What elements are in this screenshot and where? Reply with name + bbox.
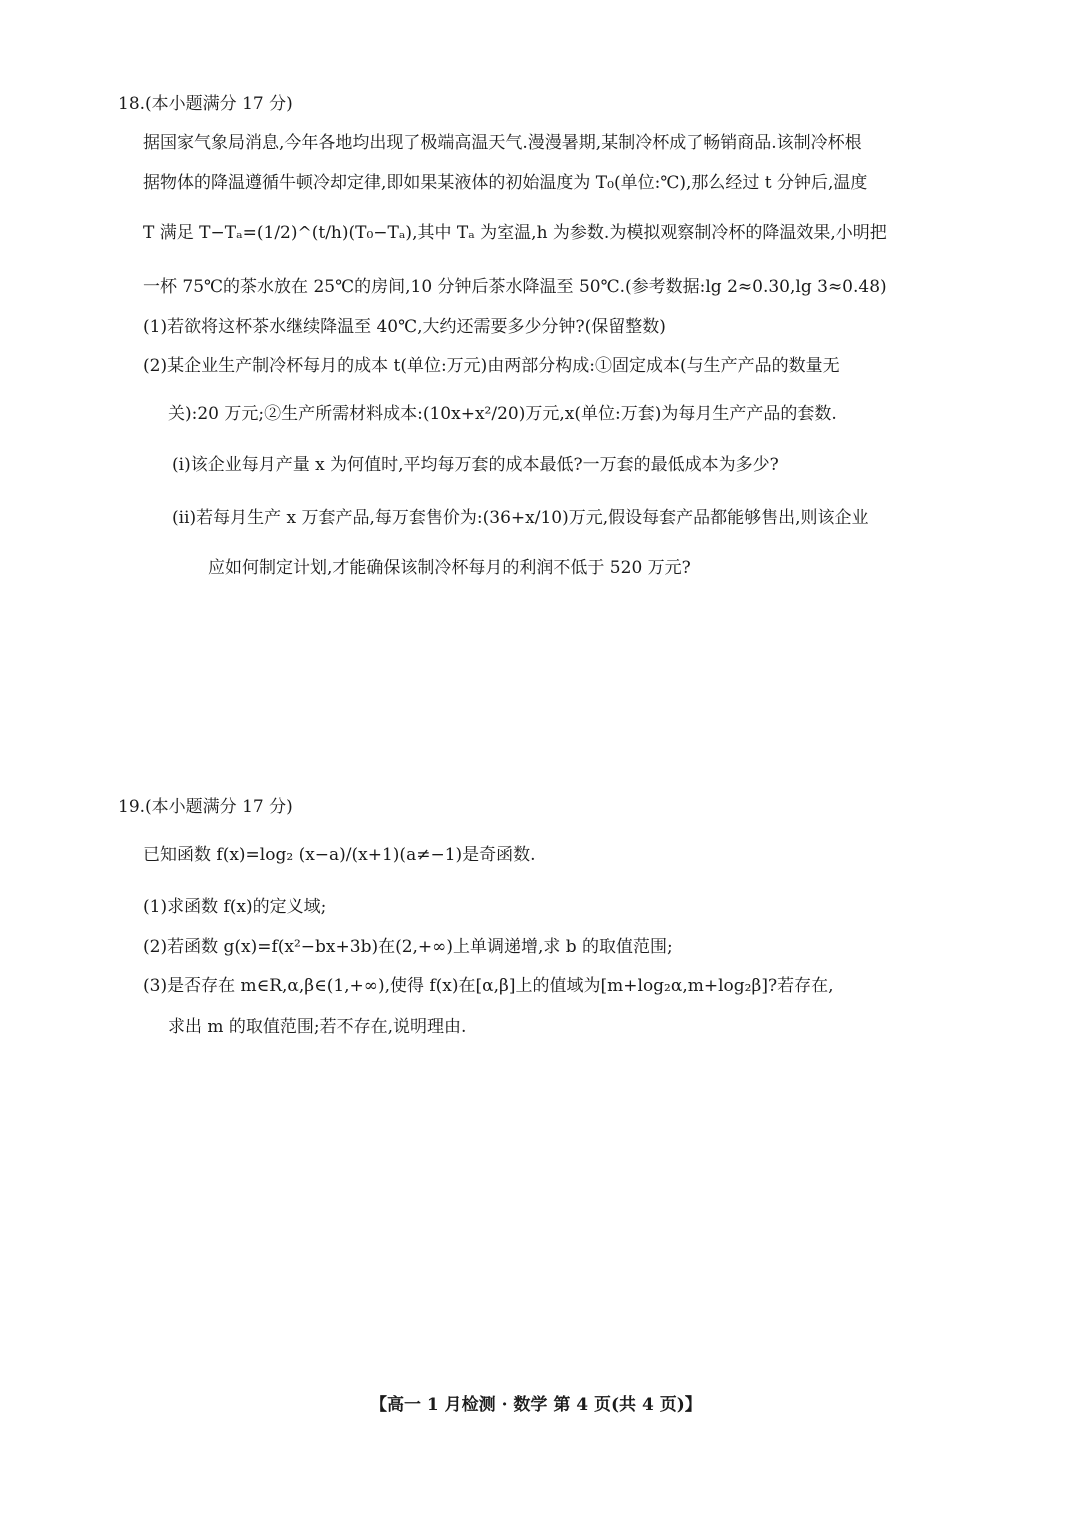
q19-intro: 已知函数 f(x)=log₂ (x−a)/(x+1)(a≠−1)是奇函数. (143, 845, 536, 865)
q18-sub1: (ⅰ)该企业每月产量 x 为何值时,平均每万套的成本最低?一万套的最低成本为多少? (172, 455, 779, 475)
q18-sub2-line2: 应如何制定计划,才能确保该制冷杯每月的利润不低于 520 万元? (208, 558, 691, 578)
q18-sub2-line1: (ⅱ)若每月生产 x 万套产品,每万套售价为:(36+x/10)万元,假设每套产品都能够售出,则该企业 (172, 508, 869, 528)
page-footer: 【高一 1 月检测 · 数学 第 4 页(共 4 页)】 (370, 1395, 702, 1415)
q18-part2-line2: 关):20 万元;②生产所需材料成本:(10x+x²/20)万元,x(单位:万套)为每月生产产品的套数. (168, 404, 837, 424)
q18-line3: T 满足 T−Tₐ=(1/2)^(t/h)(T₀−Tₐ),其中 Tₐ 为室温,h 为参数.为模拟观察制冷杯的降温效果,小明把 (143, 223, 887, 243)
q19-part3-line1: (3)是否存在 m∈R,α,β∈(1,+∞),使得 f(x)在[α,β]上的值域为[m+log₂α,m+log₂β]?若存在, (143, 976, 834, 996)
q19-part2: (2)若函数 g(x)=f(x²−bx+3b)在(2,+∞)上单调递增,求 b 的取值范围; (143, 937, 673, 957)
q19-header: 19.(本小题满分 17 分) (118, 797, 293, 817)
q18-line1: 据国家气象局消息,今年各地均出现了极端高温天气.漫漫暑期,某制冷杯成了畅销商品.该制冷杯根 (143, 133, 862, 153)
q18-part2-line1: (2)某企业生产制冷杯每月的成本 t(单位:万元)由两部分构成:①固定成本(与生产产品的数量无 (143, 356, 840, 376)
q19-part3-line2: 求出 m 的取值范围;若不存在,说明理由. (168, 1017, 467, 1037)
q19-part1: (1)求函数 f(x)的定义域; (143, 897, 327, 917)
q18-line2: 据物体的降温遵循牛顿冷却定律,即如果某液体的初始温度为 T₀(单位:℃),那么经过 t 分钟后,温度 (143, 173, 868, 193)
q18-header: 18.(本小题满分 17 分) (118, 94, 293, 114)
q18-part1: (1)若欲将这杯茶水继续降温至 40℃,大约还需要多少分钟?(保留整数) (143, 317, 666, 337)
q18-line4: 一杯 75℃的茶水放在 25℃的房间,10 分钟后茶水降温至 50℃.(参考数据:lg 2≈0.30,lg 3≈0.48) (143, 277, 887, 297)
